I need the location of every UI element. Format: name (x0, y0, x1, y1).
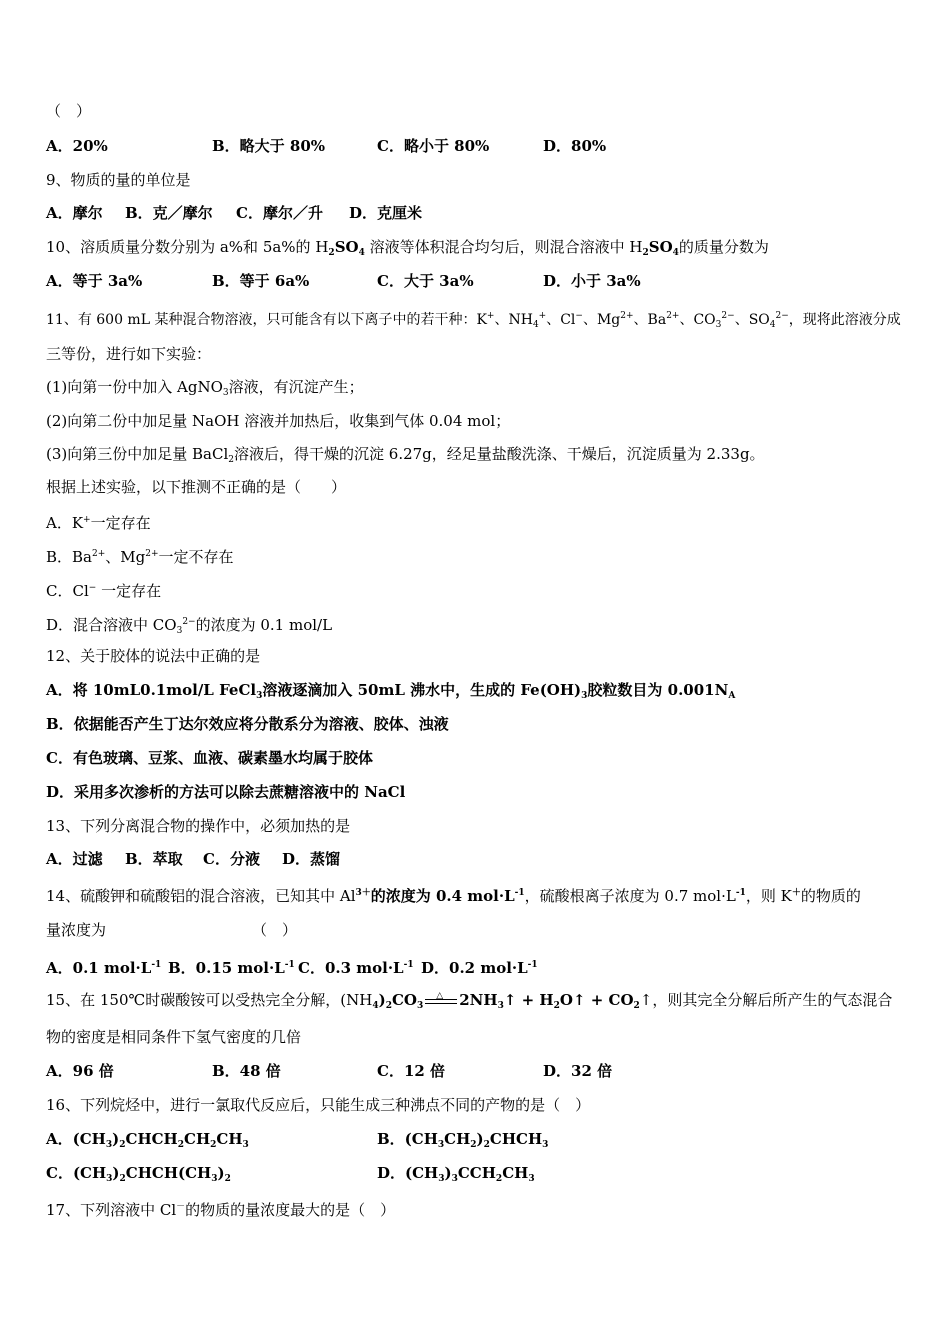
q10-option-c[interactable]: C．大于 3a% (377, 272, 474, 290)
q15-option-a[interactable]: A．96 倍 (46, 1062, 114, 1080)
q16-option-d[interactable]: D．$(CH_3)_3CCH_2CH_3$ (377, 1164, 535, 1184)
q10-option-b[interactable]: B．等于 6a% (212, 272, 310, 290)
q13-option-d[interactable]: D．蒸馏 (282, 850, 341, 868)
q13-stem: 13、下列分离混合物的操作中，必须加热的是 (46, 817, 351, 835)
q13-option-b[interactable]: B．萃取 (125, 850, 183, 868)
q11-experiment-1: (1)向第一份中加入 AgNO$_3$溶液，有沉淀产生； (46, 378, 364, 398)
q17-stem: 17、下列溶液中 Cl－的物质的量浓度最大的是（ ） (46, 1201, 396, 1219)
q8-option-c[interactable]: C．略小于 80% (377, 137, 490, 155)
q11-option-d[interactable]: D．混合溶液中 $CO_3^{2-}$的浓度为 0.1 mol/L (46, 616, 333, 636)
q14-paren: （ ） (252, 921, 298, 939)
q9-option-c[interactable]: C．摩尔／升 (236, 204, 323, 222)
q11-option-c[interactable]: C．Cl− 一定存在 (46, 582, 162, 600)
q11-stem-line1: 11、有 600 mL 某种混合物溶液，只可能含有以下离子中的若干种：K+、$NH_4^+$、Cl−、$Mg^{2+}$、$Ba^{2+}$、$CO_3^{2-}$、$SO_4^{2-}$，现将此溶液分成 (46, 311, 901, 330)
q14-option-b[interactable]: B．0.15 $mol\cdot L^{-1}$ (168, 959, 295, 977)
q9-option-a[interactable]: A．摩尔 (46, 204, 103, 222)
q12-option-d[interactable]: D．采用多次渗析的方法可以除去蔗糖溶液中的 NaCl (46, 783, 406, 801)
q16-stem: 16、下列烷烃中，进行一氯取代反应后，只能生成三种沸点不同的产物的是（ ） (46, 1096, 591, 1114)
q11-option-b[interactable]: B．$Ba^{2+}$、$Mg^{2+}$一定不存在 (46, 548, 234, 566)
q13-option-c[interactable]: C．分液 (203, 850, 260, 868)
q8-option-d[interactable]: D．80% (543, 137, 607, 155)
q12-stem: 12、关于胶体的说法中正确的是 (46, 647, 261, 665)
heat-symbol: △ (436, 991, 444, 1001)
q14-option-a[interactable]: A．0.1 $mol\cdot L^{-1}$ (46, 959, 162, 977)
q11-experiment-3: (3)向第三份中加足量 BaCl$_2$溶液后，得干燥的沉淀 6.27g，经足量盐酸洗涤、干燥后，沉淀质量为 2.33g。 (46, 445, 765, 465)
q11-option-a[interactable]: A．K+一定存在 (46, 514, 151, 532)
q14-option-c[interactable]: C．0.3 $mol\cdot L^{-1}$ (298, 959, 414, 977)
q9-stem: 9、物质的量的单位是 (46, 171, 191, 189)
q16-option-b[interactable]: B．$(CH_3CH_2)_2CHCH_3$ (377, 1130, 549, 1150)
q9-option-b[interactable]: B．克／摩尔 (125, 204, 213, 222)
q15-stem-line2: 物的密度是相同条件下氢气密度的几倍 (46, 1028, 302, 1046)
q10-option-d[interactable]: D．小于 3a% (543, 272, 641, 290)
q16-option-c[interactable]: C．$(CH_3)_2CHCH(CH_3)_2$ (46, 1164, 231, 1184)
q8-option-a[interactable]: A．20% (46, 137, 108, 155)
q11-stem-line2: 三等份，进行如下实验： (46, 345, 212, 363)
q13-option-a[interactable]: A．过滤 (46, 850, 103, 868)
heating-arrow (425, 991, 457, 1008)
q11-experiment-2: (2)向第二份中加足量 NaOH 溶液并加热后，收集到气体 0.04 mol； (46, 412, 511, 430)
q14-stem-line1: 14、硫酸钾和硫酸铝的混合溶液，已知其中 $Al^{3+}$的浓度为 0.4 $mol\cdot L^{-1}$，硫酸根离子浓度为 0.7 $mol\cdot L^{-1}$，则 K＋的物质的 (46, 887, 861, 905)
q11-ask: 根据上述实验，以下推测不正确的是（ ） (46, 478, 347, 496)
q14-option-d[interactable]: D．0.2 $mol\cdot L^{-1}$ (421, 959, 538, 977)
q15-stem-line1: 15、在 150℃时碳酸铵可以受热完全分解，$(NH_4)_2CO_3$ △ $2NH_3↑$ + $H_2O↑$ + $CO_2↑$，则其完全分解后所产生的气态混合 (46, 990, 892, 1016)
q12-option-c[interactable]: C．有色玻璃、豆浆、血液、碳素墨水均属于胶体 (46, 749, 373, 767)
q8-paren: （ ） (46, 102, 92, 120)
q8-option-b[interactable]: B．略大于 80% (212, 137, 326, 155)
q12-option-a[interactable]: A．将 10mL0.1mol/L FeCl$_3$溶液逐滴加入 50mL 沸水中，生成的 $Fe(OH)_3$胶粒数目为 $0.001N_A$ (46, 681, 736, 701)
q12-option-b[interactable]: B．依据能否产生丁达尔效应将分散系分为溶液、胶体、浊液 (46, 715, 449, 733)
q9-option-d[interactable]: D．克厘米 (349, 204, 423, 222)
q10-option-a[interactable]: A．等于 3a% (46, 272, 143, 290)
q10-stem: 10、溶质质量分数分别为 a%和 5a%的 $H_2SO_4$ 溶液等体积混合均匀后，则混合溶液中 $H_2SO_4$的质量分数为 (46, 238, 769, 258)
q15-option-c[interactable]: C．12 倍 (377, 1062, 446, 1080)
q16-option-a[interactable]: A．$(CH_3)_2CHCH_2CH_2CH_3$ (46, 1130, 249, 1150)
q15-option-d[interactable]: D．32 倍 (543, 1062, 613, 1080)
q14-stem-line2: 量浓度为 (46, 921, 107, 939)
q15-option-b[interactable]: B．48 倍 (212, 1062, 281, 1080)
